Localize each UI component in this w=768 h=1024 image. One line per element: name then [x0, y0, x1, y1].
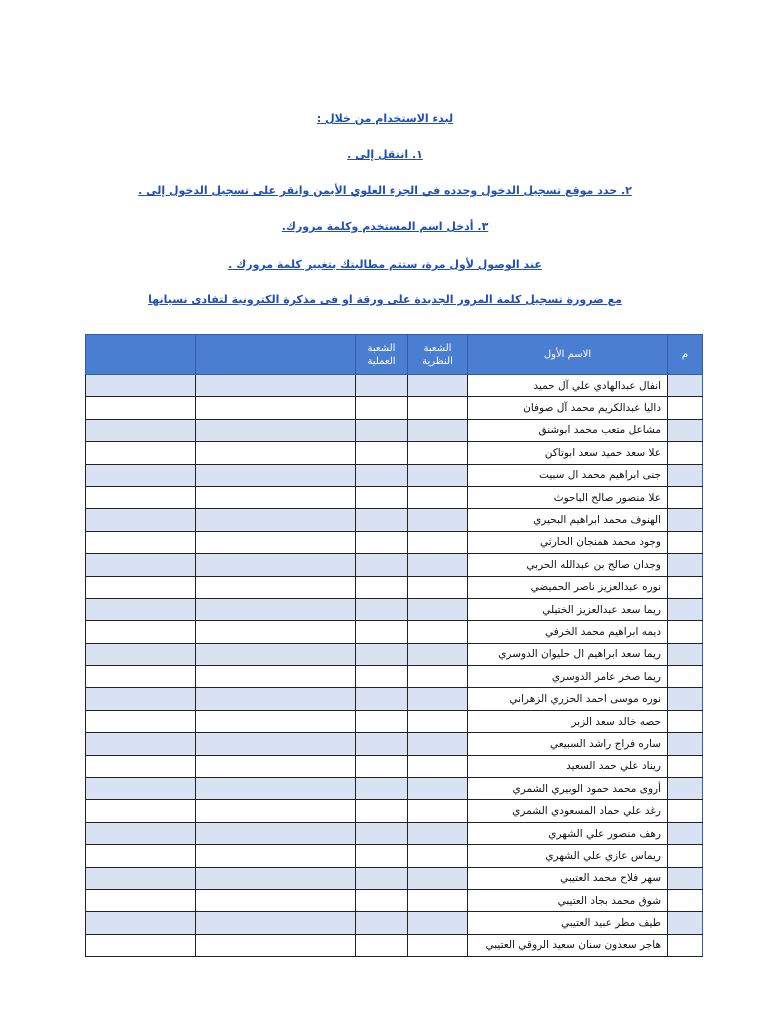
- theory-section-cell: [408, 643, 468, 665]
- extra-cell: [86, 464, 196, 486]
- number-cell: [668, 867, 703, 889]
- theory-section-cell: [408, 621, 468, 643]
- extra-cell: [86, 688, 196, 710]
- number-cell: [668, 576, 703, 598]
- extra-cell: [196, 397, 356, 419]
- practical-section-cell: [356, 397, 408, 419]
- extra-cell: [86, 778, 196, 800]
- name-cell: هاجر سعدون سنان سعيد الروقي العتيبي: [468, 934, 668, 956]
- name-cell: أروى محمد حمود الوبيري الشمري: [468, 778, 668, 800]
- instruction-step-2: ٢. حدد موقع تسجيل الدخول وحدده في الجزء العلوي الأيمن وانقر على تسجيل الدخول إلى .: [138, 184, 632, 197]
- extra-cell: [86, 397, 196, 419]
- extra-cell: [86, 509, 196, 531]
- table-row: [86, 576, 703, 598]
- table-header-row: [86, 335, 703, 375]
- table-row: [86, 509, 703, 531]
- number-cell: [668, 621, 703, 643]
- table-row: [86, 554, 703, 576]
- theory-section-cell: [408, 531, 468, 553]
- name-cell: ريما سعد عبدالعزيز الختيلي: [468, 598, 668, 620]
- theory-section-cell: [408, 554, 468, 576]
- practical-section-cell: [356, 934, 408, 956]
- number-cell: [668, 442, 703, 464]
- extra-cell: [86, 531, 196, 553]
- table-row: [86, 912, 703, 934]
- table-row: [86, 755, 703, 777]
- number-cell: [668, 778, 703, 800]
- extra-cell: [196, 778, 356, 800]
- practical-section-cell: [356, 509, 408, 531]
- theory-section-cell: [408, 442, 468, 464]
- extra-cell: [196, 375, 356, 397]
- name-cell: داليا عبدالكريم محمد آل صوفان: [468, 397, 668, 419]
- extra-cell: [196, 822, 356, 844]
- theory-section-cell: [408, 486, 468, 508]
- practical-section-cell: [356, 710, 408, 732]
- name-cell: وجدان صالح بن عبدالله الحربي: [468, 554, 668, 576]
- table-row: [86, 889, 703, 911]
- table-row: [86, 375, 703, 397]
- extra-cell: [196, 576, 356, 598]
- number-cell: [668, 397, 703, 419]
- extra-cell: [196, 464, 356, 486]
- theory-section-cell: [408, 733, 468, 755]
- number-cell: [668, 800, 703, 822]
- practical-section-cell: [356, 419, 408, 441]
- number-cell: [668, 419, 703, 441]
- instruction-step-3: ٣. أدخل اسم المستخدم وكلمة مرورك.: [281, 220, 489, 233]
- practical-section-cell: [356, 531, 408, 553]
- practical-section-cell: [356, 889, 408, 911]
- theory-section-cell: [408, 666, 468, 688]
- practical-section-cell: [356, 576, 408, 598]
- extra-cell: [196, 509, 356, 531]
- number-cell: [668, 375, 703, 397]
- table-row: [86, 800, 703, 822]
- theory-section-cell: [408, 889, 468, 911]
- name-cell: انفال عبدالهادي علي آل حميد: [468, 375, 668, 397]
- number-cell: [668, 554, 703, 576]
- extra-cell: [86, 643, 196, 665]
- header-extra-1: [196, 335, 356, 375]
- number-cell: [668, 688, 703, 710]
- number-cell: [668, 710, 703, 732]
- extra-cell: [86, 934, 196, 956]
- header-name: الاسم الأول: [468, 335, 668, 375]
- extra-cell: [86, 733, 196, 755]
- practical-section-cell: [356, 442, 408, 464]
- extra-cell: [196, 845, 356, 867]
- table-row: [86, 442, 703, 464]
- theory-section-cell: [408, 912, 468, 934]
- practical-section-cell: [356, 822, 408, 844]
- extra-cell: [196, 486, 356, 508]
- name-cell: ريناد علي حمد السعيد: [468, 755, 668, 777]
- extra-cell: [86, 442, 196, 464]
- header-extra-2: [86, 335, 196, 375]
- name-cell: ريما سعد ابراهيم ال حليوان الدوسري: [468, 643, 668, 665]
- practical-section-cell: [356, 643, 408, 665]
- extra-cell: [86, 845, 196, 867]
- extra-cell: [196, 710, 356, 732]
- name-cell: ريماس عازي علي الشهري: [468, 845, 668, 867]
- number-cell: [668, 531, 703, 553]
- table-row: [86, 397, 703, 419]
- name-cell: ديمه ابراهيم محمد الخرفي: [468, 621, 668, 643]
- practical-section-cell: [356, 912, 408, 934]
- name-cell: رهف منصور علي الشهري: [468, 822, 668, 844]
- number-cell: [668, 509, 703, 531]
- theory-section-cell: [408, 419, 468, 441]
- extra-cell: [196, 755, 356, 777]
- instruction-start: لبدء الاستخدام من خلال :: [316, 112, 454, 125]
- extra-cell: [86, 576, 196, 598]
- extra-cell: [196, 733, 356, 755]
- practical-section-cell: [356, 666, 408, 688]
- instruction-first-login: عند الوصول لأول مرة، ستتم مطالبتك بتغيير كلمة مرورك .: [228, 258, 542, 271]
- extra-cell: [196, 889, 356, 911]
- theory-section-cell: [408, 576, 468, 598]
- theory-section-cell: [408, 509, 468, 531]
- name-cell: علا سعد حميد سعد ابوتاكن: [468, 442, 668, 464]
- theory-section-cell: [408, 822, 468, 844]
- theory-section-cell: [408, 867, 468, 889]
- name-cell: جنى ابراهيم محمد ال سبيت: [468, 464, 668, 486]
- name-cell: مشاعل متعب محمد ابوشنق: [468, 419, 668, 441]
- practical-section-cell: [356, 486, 408, 508]
- table-row: [86, 845, 703, 867]
- practical-section-cell: [356, 621, 408, 643]
- extra-cell: [196, 554, 356, 576]
- practical-section-cell: [356, 375, 408, 397]
- table-row: [86, 778, 703, 800]
- header-practical-section: الشعبة العملية: [356, 335, 408, 375]
- theory-section-cell: [408, 778, 468, 800]
- number-cell: [668, 934, 703, 956]
- extra-cell: [196, 867, 356, 889]
- table-row: [86, 733, 703, 755]
- theory-section-cell: [408, 688, 468, 710]
- extra-cell: [86, 755, 196, 777]
- name-cell: نوره موسى احمد الحزري الزهراني: [468, 688, 668, 710]
- number-cell: [668, 912, 703, 934]
- table-row: [86, 598, 703, 620]
- table-row: [86, 688, 703, 710]
- extra-cell: [196, 643, 356, 665]
- extra-cell: [196, 912, 356, 934]
- extra-cell: [196, 442, 356, 464]
- students-table: [85, 334, 703, 957]
- theory-section-cell: [408, 934, 468, 956]
- number-cell: [668, 666, 703, 688]
- practical-section-cell: [356, 867, 408, 889]
- extra-cell: [196, 419, 356, 441]
- number-cell: [668, 755, 703, 777]
- practical-section-cell: [356, 778, 408, 800]
- extra-cell: [196, 800, 356, 822]
- table-row: [86, 531, 703, 553]
- table-row: [86, 822, 703, 844]
- extra-cell: [86, 666, 196, 688]
- instruction-step-1: ١. انتقل إلى .: [347, 148, 423, 161]
- number-cell: [668, 464, 703, 486]
- number-cell: [668, 889, 703, 911]
- table-row: [86, 934, 703, 956]
- extra-cell: [86, 375, 196, 397]
- practical-section-cell: [356, 688, 408, 710]
- extra-cell: [196, 598, 356, 620]
- theory-section-cell: [408, 598, 468, 620]
- extra-cell: [86, 889, 196, 911]
- name-cell: سهر فلاح محمد العتيبي: [468, 867, 668, 889]
- extra-cell: [86, 486, 196, 508]
- extra-cell: [196, 621, 356, 643]
- theory-section-cell: [408, 800, 468, 822]
- name-cell: نوره عبدالعزيز ناصر الحميضي: [468, 576, 668, 598]
- header-theory-section: الشعبة النظرية: [408, 335, 468, 375]
- number-cell: [668, 643, 703, 665]
- table-row: [86, 486, 703, 508]
- extra-cell: [196, 688, 356, 710]
- extra-cell: [86, 822, 196, 844]
- extra-cell: [86, 621, 196, 643]
- name-cell: وجود محمد همنجان الحارثي: [468, 531, 668, 553]
- extra-cell: [196, 531, 356, 553]
- number-cell: [668, 598, 703, 620]
- extra-cell: [86, 800, 196, 822]
- table-row: [86, 643, 703, 665]
- number-cell: [668, 845, 703, 867]
- practical-section-cell: [356, 598, 408, 620]
- theory-section-cell: [408, 464, 468, 486]
- instruction-save-password: مع ضرورة تسجيل كلمة المرور الجديدة على ورقة او فى مذكرة الكترونية لتفادى نسيانها: [148, 293, 622, 306]
- name-cell: طيف مطر عبيد العتيبي: [468, 912, 668, 934]
- number-cell: [668, 822, 703, 844]
- table-row: [86, 666, 703, 688]
- extra-cell: [86, 419, 196, 441]
- extra-cell: [86, 710, 196, 732]
- practical-section-cell: [356, 800, 408, 822]
- theory-section-cell: [408, 710, 468, 732]
- table-row: [86, 464, 703, 486]
- theory-section-cell: [408, 397, 468, 419]
- name-cell: شوق محمد بجاد العتيبي: [468, 889, 668, 911]
- extra-cell: [86, 554, 196, 576]
- extra-cell: [86, 912, 196, 934]
- name-cell: ريما صخر عامر الدوسري: [468, 666, 668, 688]
- table-row: [86, 621, 703, 643]
- table-row: [86, 419, 703, 441]
- name-cell: حصه خالد سعد الزبر: [468, 710, 668, 732]
- name-cell: ساره فراج راشد السبيعي: [468, 733, 668, 755]
- extra-cell: [196, 934, 356, 956]
- name-cell: الهنوف محمد ابراهيم البحيري: [468, 509, 668, 531]
- theory-section-cell: [408, 375, 468, 397]
- theory-section-cell: [408, 845, 468, 867]
- table-row: [86, 710, 703, 732]
- name-cell: علا منصور صالح الباحوث: [468, 486, 668, 508]
- practical-section-cell: [356, 464, 408, 486]
- practical-section-cell: [356, 554, 408, 576]
- theory-section-cell: [408, 755, 468, 777]
- practical-section-cell: [356, 845, 408, 867]
- number-cell: [668, 486, 703, 508]
- header-number: م: [668, 335, 703, 375]
- practical-section-cell: [356, 733, 408, 755]
- practical-section-cell: [356, 755, 408, 777]
- name-cell: رغد علي حماد المسعودي الشمري: [468, 800, 668, 822]
- number-cell: [668, 733, 703, 755]
- extra-cell: [196, 666, 356, 688]
- extra-cell: [86, 598, 196, 620]
- table-row: [86, 867, 703, 889]
- extra-cell: [86, 867, 196, 889]
